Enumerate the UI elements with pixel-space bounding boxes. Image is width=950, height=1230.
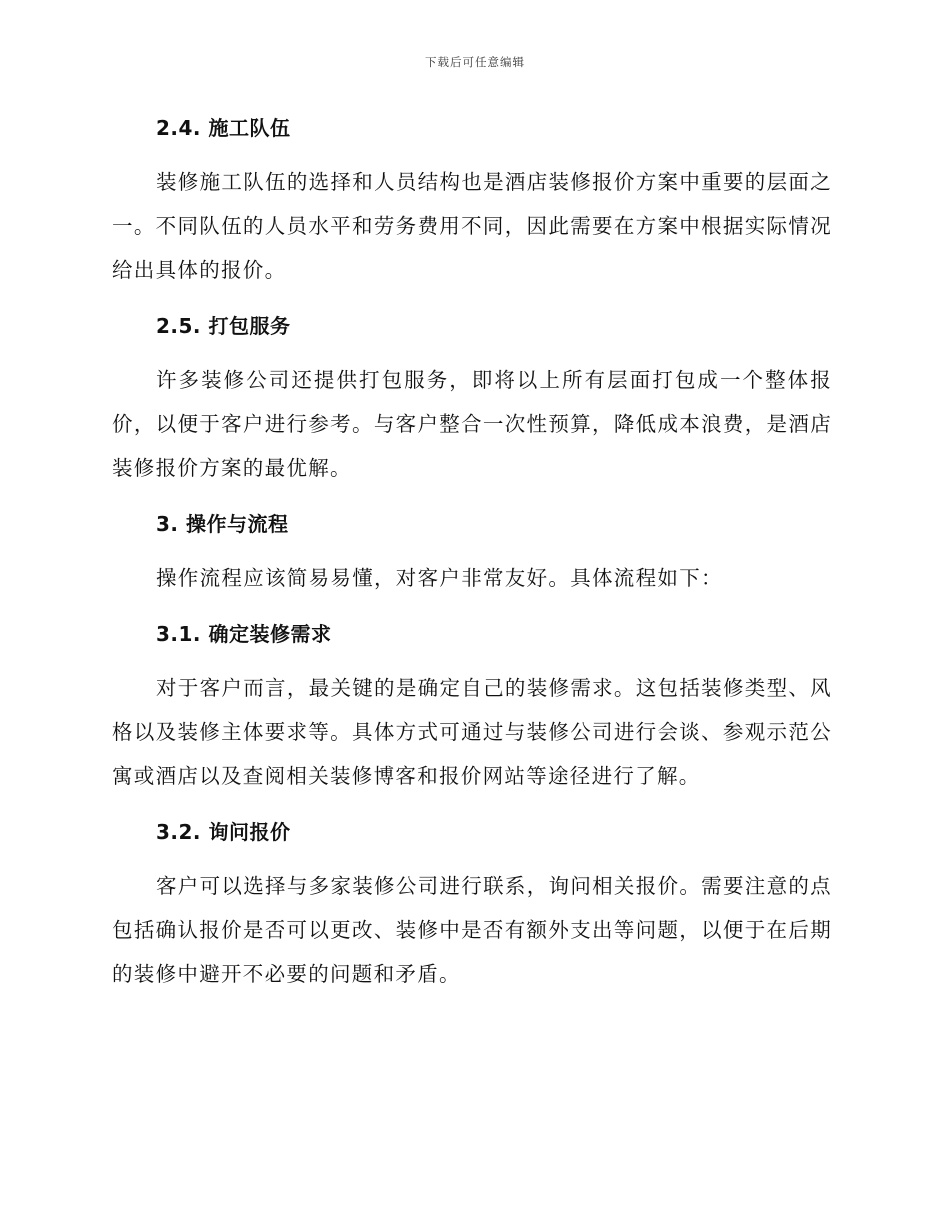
section-paragraph: 操作流程应该简易易懂，对客户非常友好。具体流程如下： bbox=[156, 566, 723, 590]
page-header: 下载后可任意编辑 bbox=[425, 55, 525, 69]
section-paragraph: 装修施工队伍的选择和人员结构也是酒店装修报价方案中重要的层面之一。不同队伍的人员水平和劳务费用不同，因此需要在方案中根据实际情况给出具体的报价。 bbox=[112, 170, 832, 282]
section-heading: 3. 操作与流程 bbox=[156, 512, 289, 536]
document-body bbox=[112, 108, 832, 996]
section-heading: 2.5. 打包服务 bbox=[156, 314, 291, 338]
section-paragraph: 许多装修公司还提供打包服务，即将以上所有层面打包成一个整体报价，以便于客户进行参考。与客户整合一次性预算，降低成本浪费，是酒店装修报价方案的最优解。 bbox=[112, 368, 832, 480]
section-heading: 2.4. 施工队伍 bbox=[156, 116, 291, 140]
section-heading: 3.1. 确定装修需求 bbox=[156, 622, 332, 646]
section-heading: 3.2. 询问报价 bbox=[156, 820, 291, 844]
section-paragraph: 客户可以选择与多家装修公司进行联系，询问相关报价。需要注意的点包括确认报价是否可以更改、装修中是否有额外支出等问题，以便于在后期的装修中避开不必要的问题和矛盾。 bbox=[112, 874, 832, 986]
section-paragraph: 对于客户而言，最关键的是确定自己的装修需求。这包括装修类型、风格以及装修主体要求等。具体方式可通过与装修公司进行会谈、参观示范公寓或酒店以及查阅相关装修博客和报价网站等途径进行了解。 bbox=[112, 676, 832, 788]
